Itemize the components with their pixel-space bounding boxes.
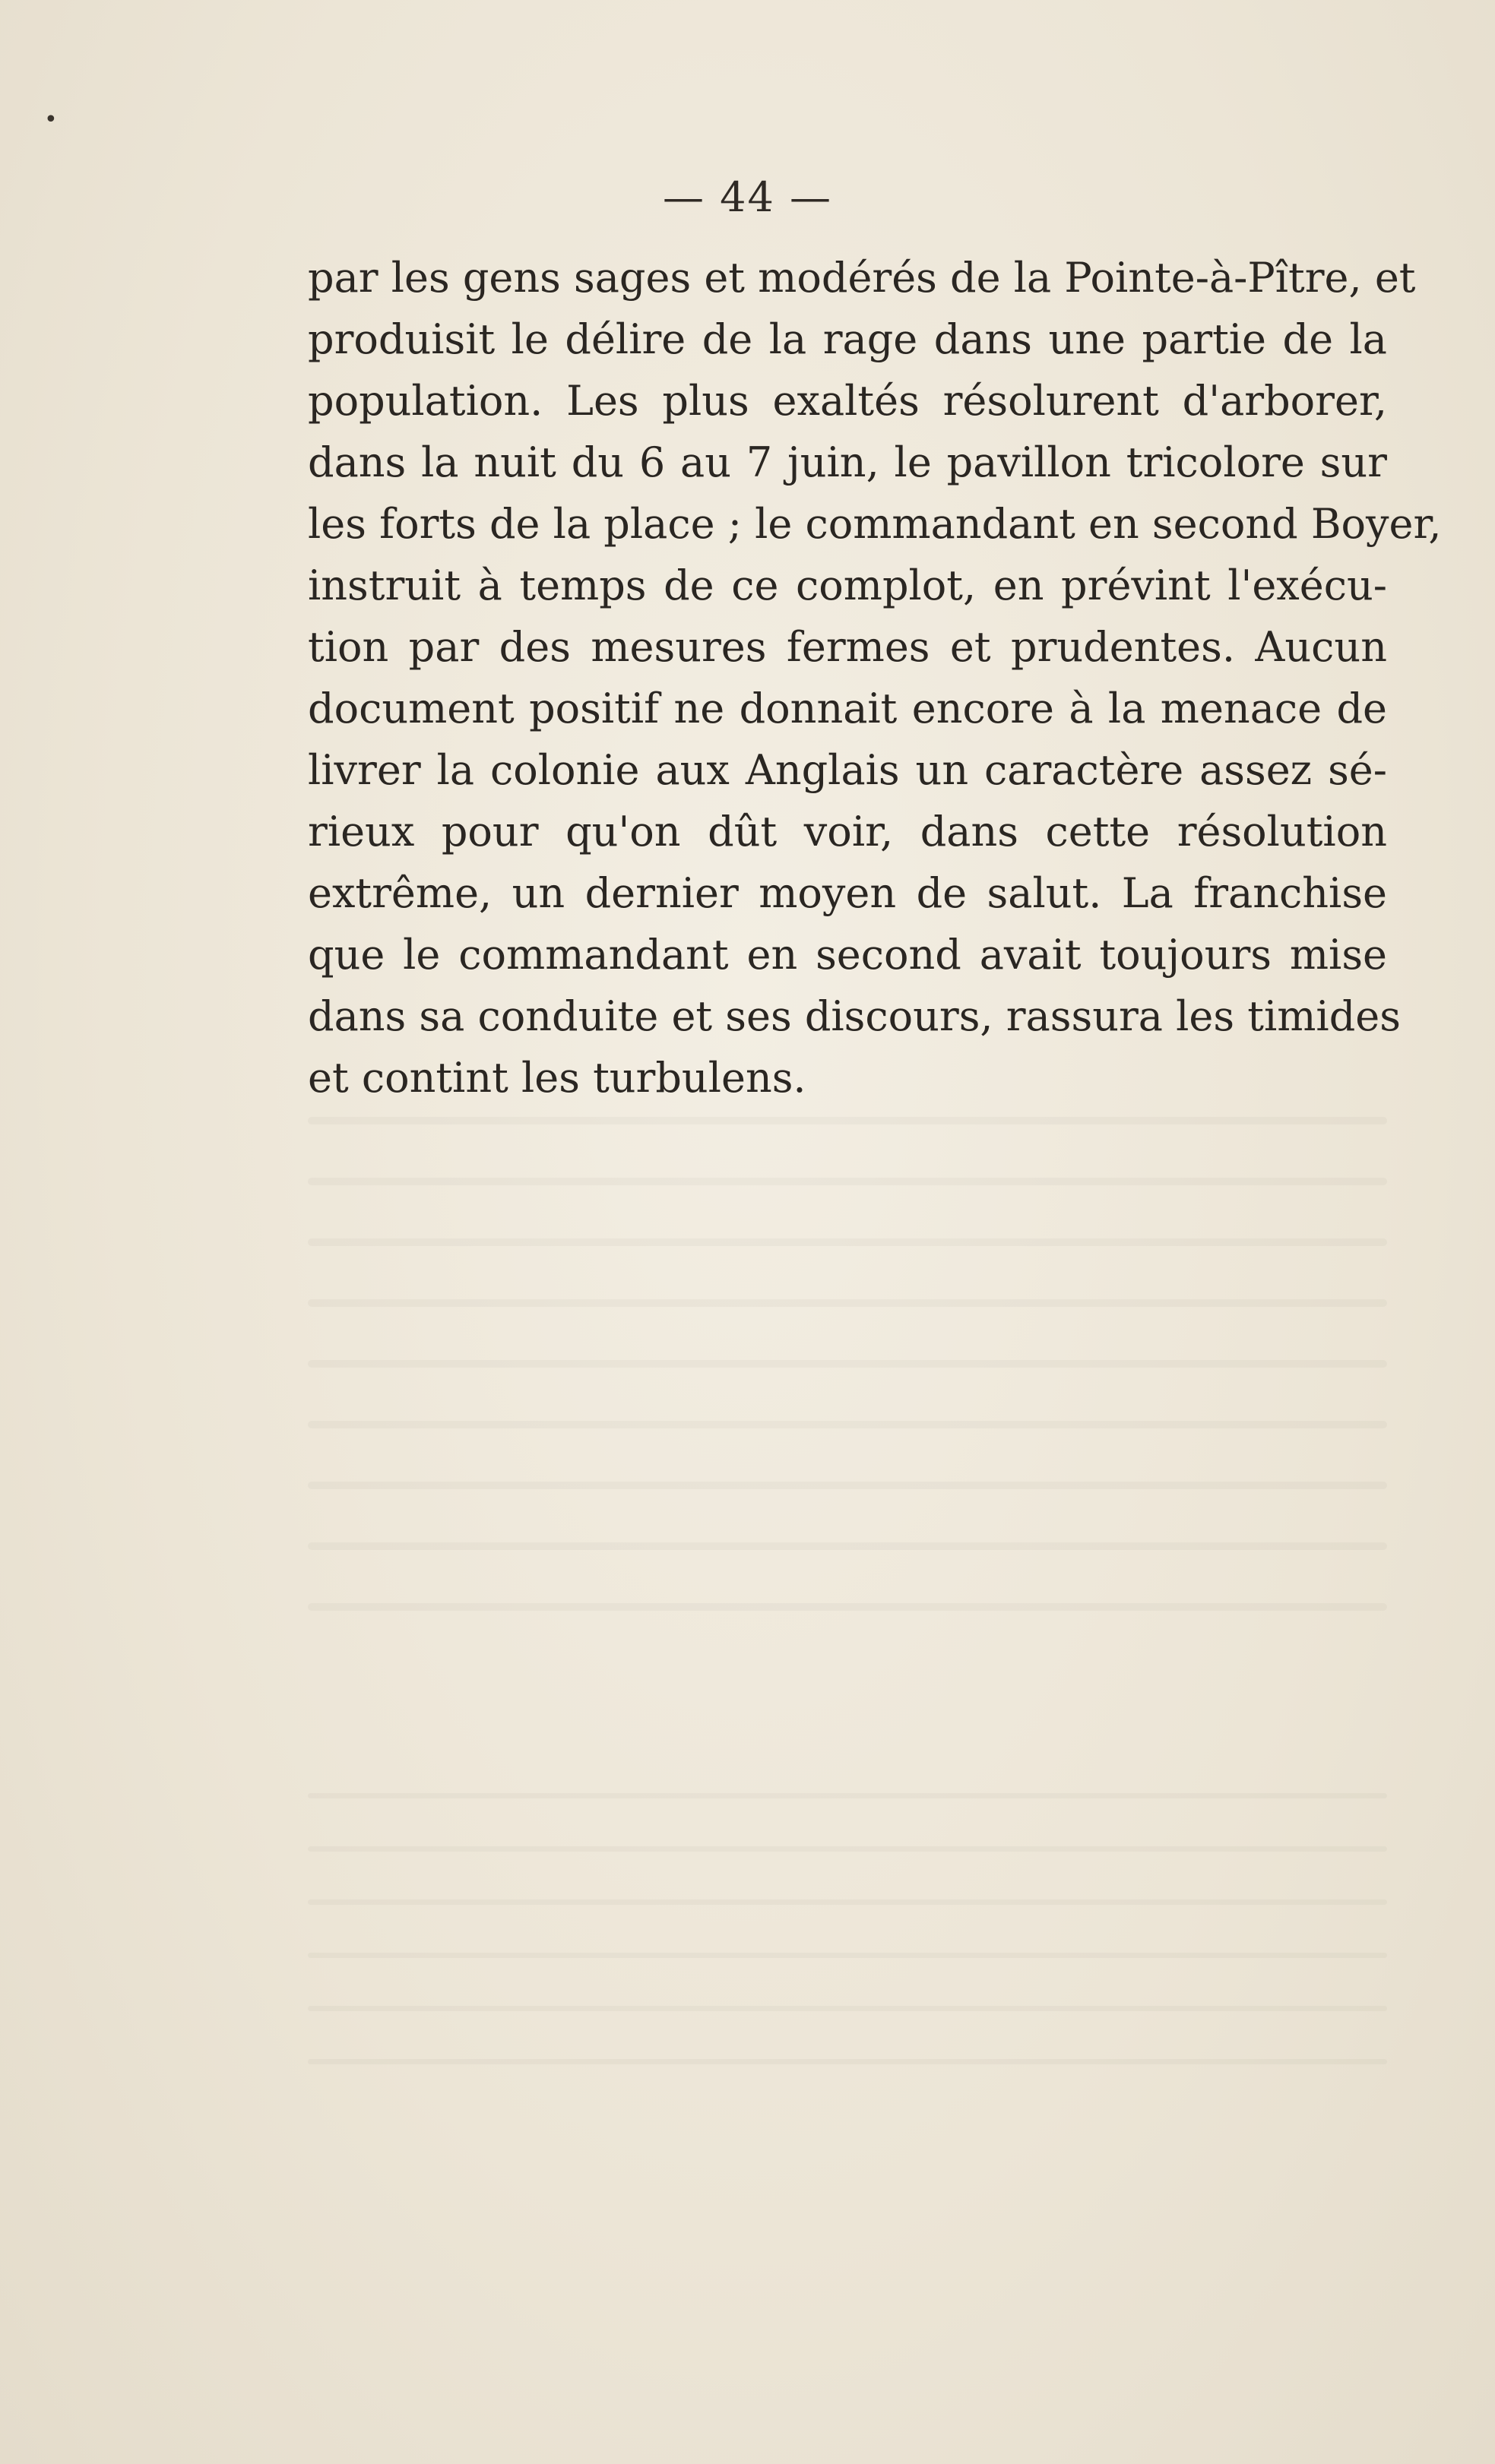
page-number: — 44 —: [662, 173, 833, 221]
body-paragraph: [308, 247, 1442, 1109]
bleed-through-mark: [308, 1899, 1387, 1905]
bleed-through-mark: [308, 1360, 1387, 1368]
text-line: population. Les plus exaltés résolurent d'arborer,: [308, 377, 1387, 425]
bleed-through-mark: [308, 2059, 1387, 2064]
text-line: dans sa conduite et ses discours, rassura les timides: [308, 992, 1401, 1040]
text-line: document positif ne donnait encore à la menace de: [308, 685, 1387, 732]
text-line: rieux pour qu'on dût voir, dans cette résolution: [308, 808, 1387, 856]
bleed-through-mark: [308, 1846, 1387, 1852]
bleed-through-mark: [308, 1603, 1387, 1611]
text-line: instruit à temps de ce complot, en prévint l'exécu-: [308, 561, 1387, 609]
ink-speck: •: [44, 106, 58, 133]
bleed-through-mark: [308, 2006, 1387, 2011]
text-line: et contint les turbulens.: [308, 1054, 806, 1102]
text-line: tion par des mesures fermes et prudentes. Aucun: [308, 623, 1387, 671]
text-line: par les gens sages et modérés de la Pointe-à-Pître, et: [308, 254, 1416, 302]
text-line: dans la nuit du 6 au 7 juin, le pavillon tricolore sur: [308, 438, 1387, 486]
bleed-through-mark: [308, 1117, 1387, 1124]
text-line: les forts de la place ; le commandant en second Boyer,: [308, 500, 1442, 548]
bleed-through-mark: [308, 1299, 1387, 1307]
bleed-through-mark: [308, 1421, 1387, 1428]
bleed-through-mark: [308, 1238, 1387, 1246]
bleed-through-mark: [308, 1178, 1387, 1185]
bleed-through-mark: [308, 1793, 1387, 1798]
bleed-through-mark: [308, 1482, 1387, 1489]
text-line: produisit le délire de la rage dans une partie de la: [308, 315, 1387, 363]
bleed-through-mark: [308, 1542, 1387, 1550]
text-line: extrême, un dernier moyen de salut. La franchise: [308, 869, 1387, 917]
bleed-through-mark: [308, 1953, 1387, 1958]
text-line: que le commandant en second avait toujours mise: [308, 931, 1387, 979]
text-line: livrer la colonie aux Anglais un caractère assez sé-: [308, 746, 1387, 794]
